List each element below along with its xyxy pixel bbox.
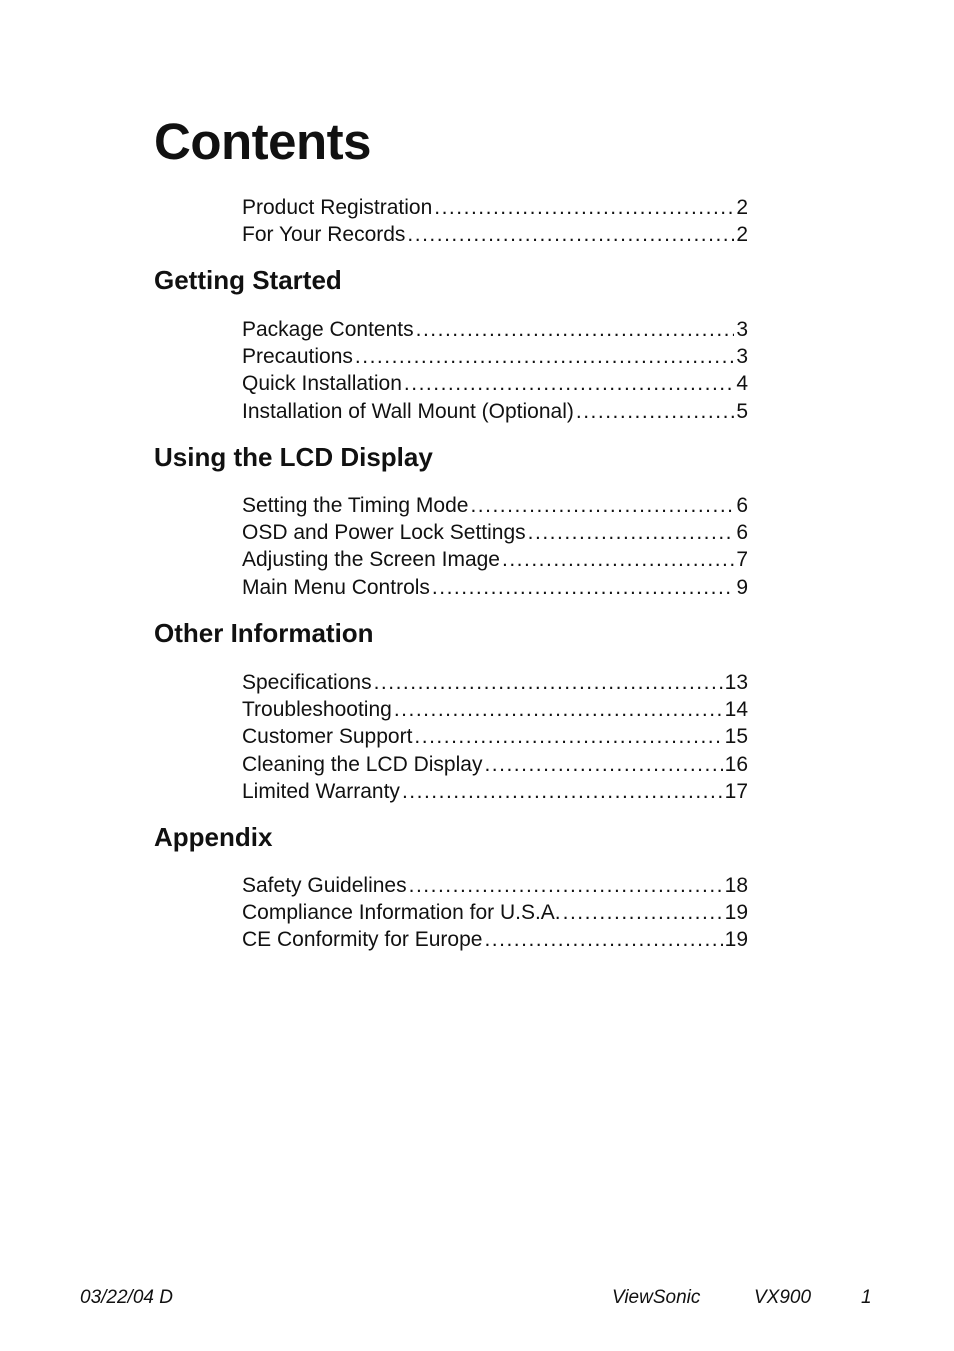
toc-entry-for-your-records[interactable] [242, 221, 748, 248]
dot-leader [528, 519, 735, 546]
dot-leader [394, 696, 723, 723]
toc-other-information-list [242, 669, 748, 805]
toc-entry-title: Package Contents [242, 318, 414, 341]
toc-entry-safety-guidelines[interactable] [242, 872, 748, 899]
dot-leader [432, 574, 734, 601]
toc-entry-title: For Your Records [242, 223, 406, 247]
toc-entry-title: Troubleshooting [242, 698, 392, 722]
toc-entry-page: 14 [724, 698, 748, 722]
footer-page-number: 1 [861, 1287, 872, 1308]
toc-entry-limited-warranty[interactable] [242, 778, 748, 805]
toc-entry-title: Customer Support [242, 725, 413, 749]
toc-entry-page: 2 [736, 196, 748, 219]
toc-entry-title: Cleaning the LCD Display [242, 752, 483, 776]
dot-leader [407, 221, 734, 248]
footer-brand: ViewSonic [612, 1287, 701, 1308]
toc-entry-page: 19 [724, 901, 748, 925]
section-heading-getting-started: Getting Started [154, 265, 342, 295]
toc-using-lcd-list [242, 492, 748, 601]
toc-entry-title: Installation of Wall Mount (Optional) [242, 399, 574, 423]
page-title: Contents [154, 113, 371, 170]
toc-entry-quick-installation[interactable] [242, 370, 748, 397]
footer-date: 03/22/04 D [80, 1287, 173, 1308]
section-heading-appendix: Appendix [154, 822, 273, 852]
toc-entry-page: 6 [736, 494, 748, 517]
toc-entry-page: 6 [736, 521, 748, 545]
toc-entry-title: CE Conformity for Europe [242, 928, 483, 952]
dot-leader [416, 316, 735, 343]
toc-entry-page: 9 [736, 575, 748, 599]
dot-leader [374, 669, 723, 696]
toc-entry-title: Main Menu Controls [242, 575, 430, 599]
toc-entry-title: OSD and Power Lock Settings [242, 521, 526, 545]
dot-leader [404, 370, 734, 397]
toc-entry-page: 19 [724, 928, 748, 952]
dot-leader [484, 751, 722, 778]
toc-entry-page: 5 [736, 399, 748, 423]
toc-appendix-list [242, 872, 748, 954]
toc-entry-title: Quick Installation [242, 372, 402, 396]
dot-leader [355, 343, 734, 370]
toc-entry-title: Compliance Information for U.S.A. [242, 901, 561, 925]
toc-entry-specifications[interactable] [242, 669, 748, 696]
dot-leader [409, 872, 723, 899]
dot-leader [470, 492, 734, 519]
toc-entry-title: Product Registration [242, 196, 433, 219]
toc-getting-started-list [242, 316, 748, 425]
toc-entry-wall-mount[interactable] [242, 398, 748, 425]
toc-entry-compliance-usa[interactable] [242, 899, 748, 926]
dot-leader [434, 194, 734, 221]
dot-leader [414, 723, 722, 750]
toc-entry-title: Specifications [242, 671, 372, 694]
dot-leader [502, 546, 734, 573]
toc-entry-ce-conformity[interactable] [242, 926, 748, 953]
toc-entry-page: 4 [736, 372, 748, 396]
toc-entry-cleaning-lcd[interactable] [242, 751, 748, 778]
toc-entry-title: Safety Guidelines [242, 874, 407, 897]
toc-entry-product-registration[interactable] [242, 194, 748, 221]
toc-entry-adjusting-screen-image[interactable] [242, 546, 748, 573]
toc-entry-page: 3 [736, 345, 748, 369]
toc-entry-page: 3 [736, 318, 748, 341]
dot-leader [484, 926, 722, 953]
toc-entry-title: Setting the Timing Mode [242, 494, 469, 517]
dot-leader [576, 398, 734, 425]
toc-entry-title: Adjusting the Screen Image [242, 548, 500, 572]
toc-entry-page: 15 [724, 725, 748, 749]
toc-entry-precautions[interactable] [242, 343, 748, 370]
toc-entry-main-menu-controls[interactable] [242, 574, 748, 601]
dot-leader [402, 778, 723, 805]
toc-entry-timing-mode[interactable] [242, 492, 748, 519]
toc-entry-package-contents[interactable] [242, 316, 748, 343]
toc-entry-page: 17 [724, 779, 748, 803]
dot-leader [563, 899, 723, 926]
toc-entry-customer-support[interactable] [242, 723, 748, 750]
toc-entry-osd-power-lock[interactable] [242, 519, 748, 546]
toc-entry-title: Precautions [242, 345, 353, 369]
section-heading-using-lcd-display: Using the LCD Display [154, 442, 433, 472]
section-heading-other-information: Other Information [154, 618, 374, 648]
toc-intro-list [242, 194, 748, 248]
toc-entry-page: 7 [736, 548, 748, 572]
footer-model: VX900 [754, 1287, 812, 1308]
toc-entry-title: Limited Warranty [242, 779, 400, 803]
toc-entry-page: 13 [724, 671, 748, 694]
toc-entry-page: 16 [724, 752, 748, 776]
toc-entry-page: 18 [724, 874, 748, 897]
toc-entry-troubleshooting[interactable] [242, 696, 748, 723]
toc-entry-page: 2 [736, 223, 748, 247]
